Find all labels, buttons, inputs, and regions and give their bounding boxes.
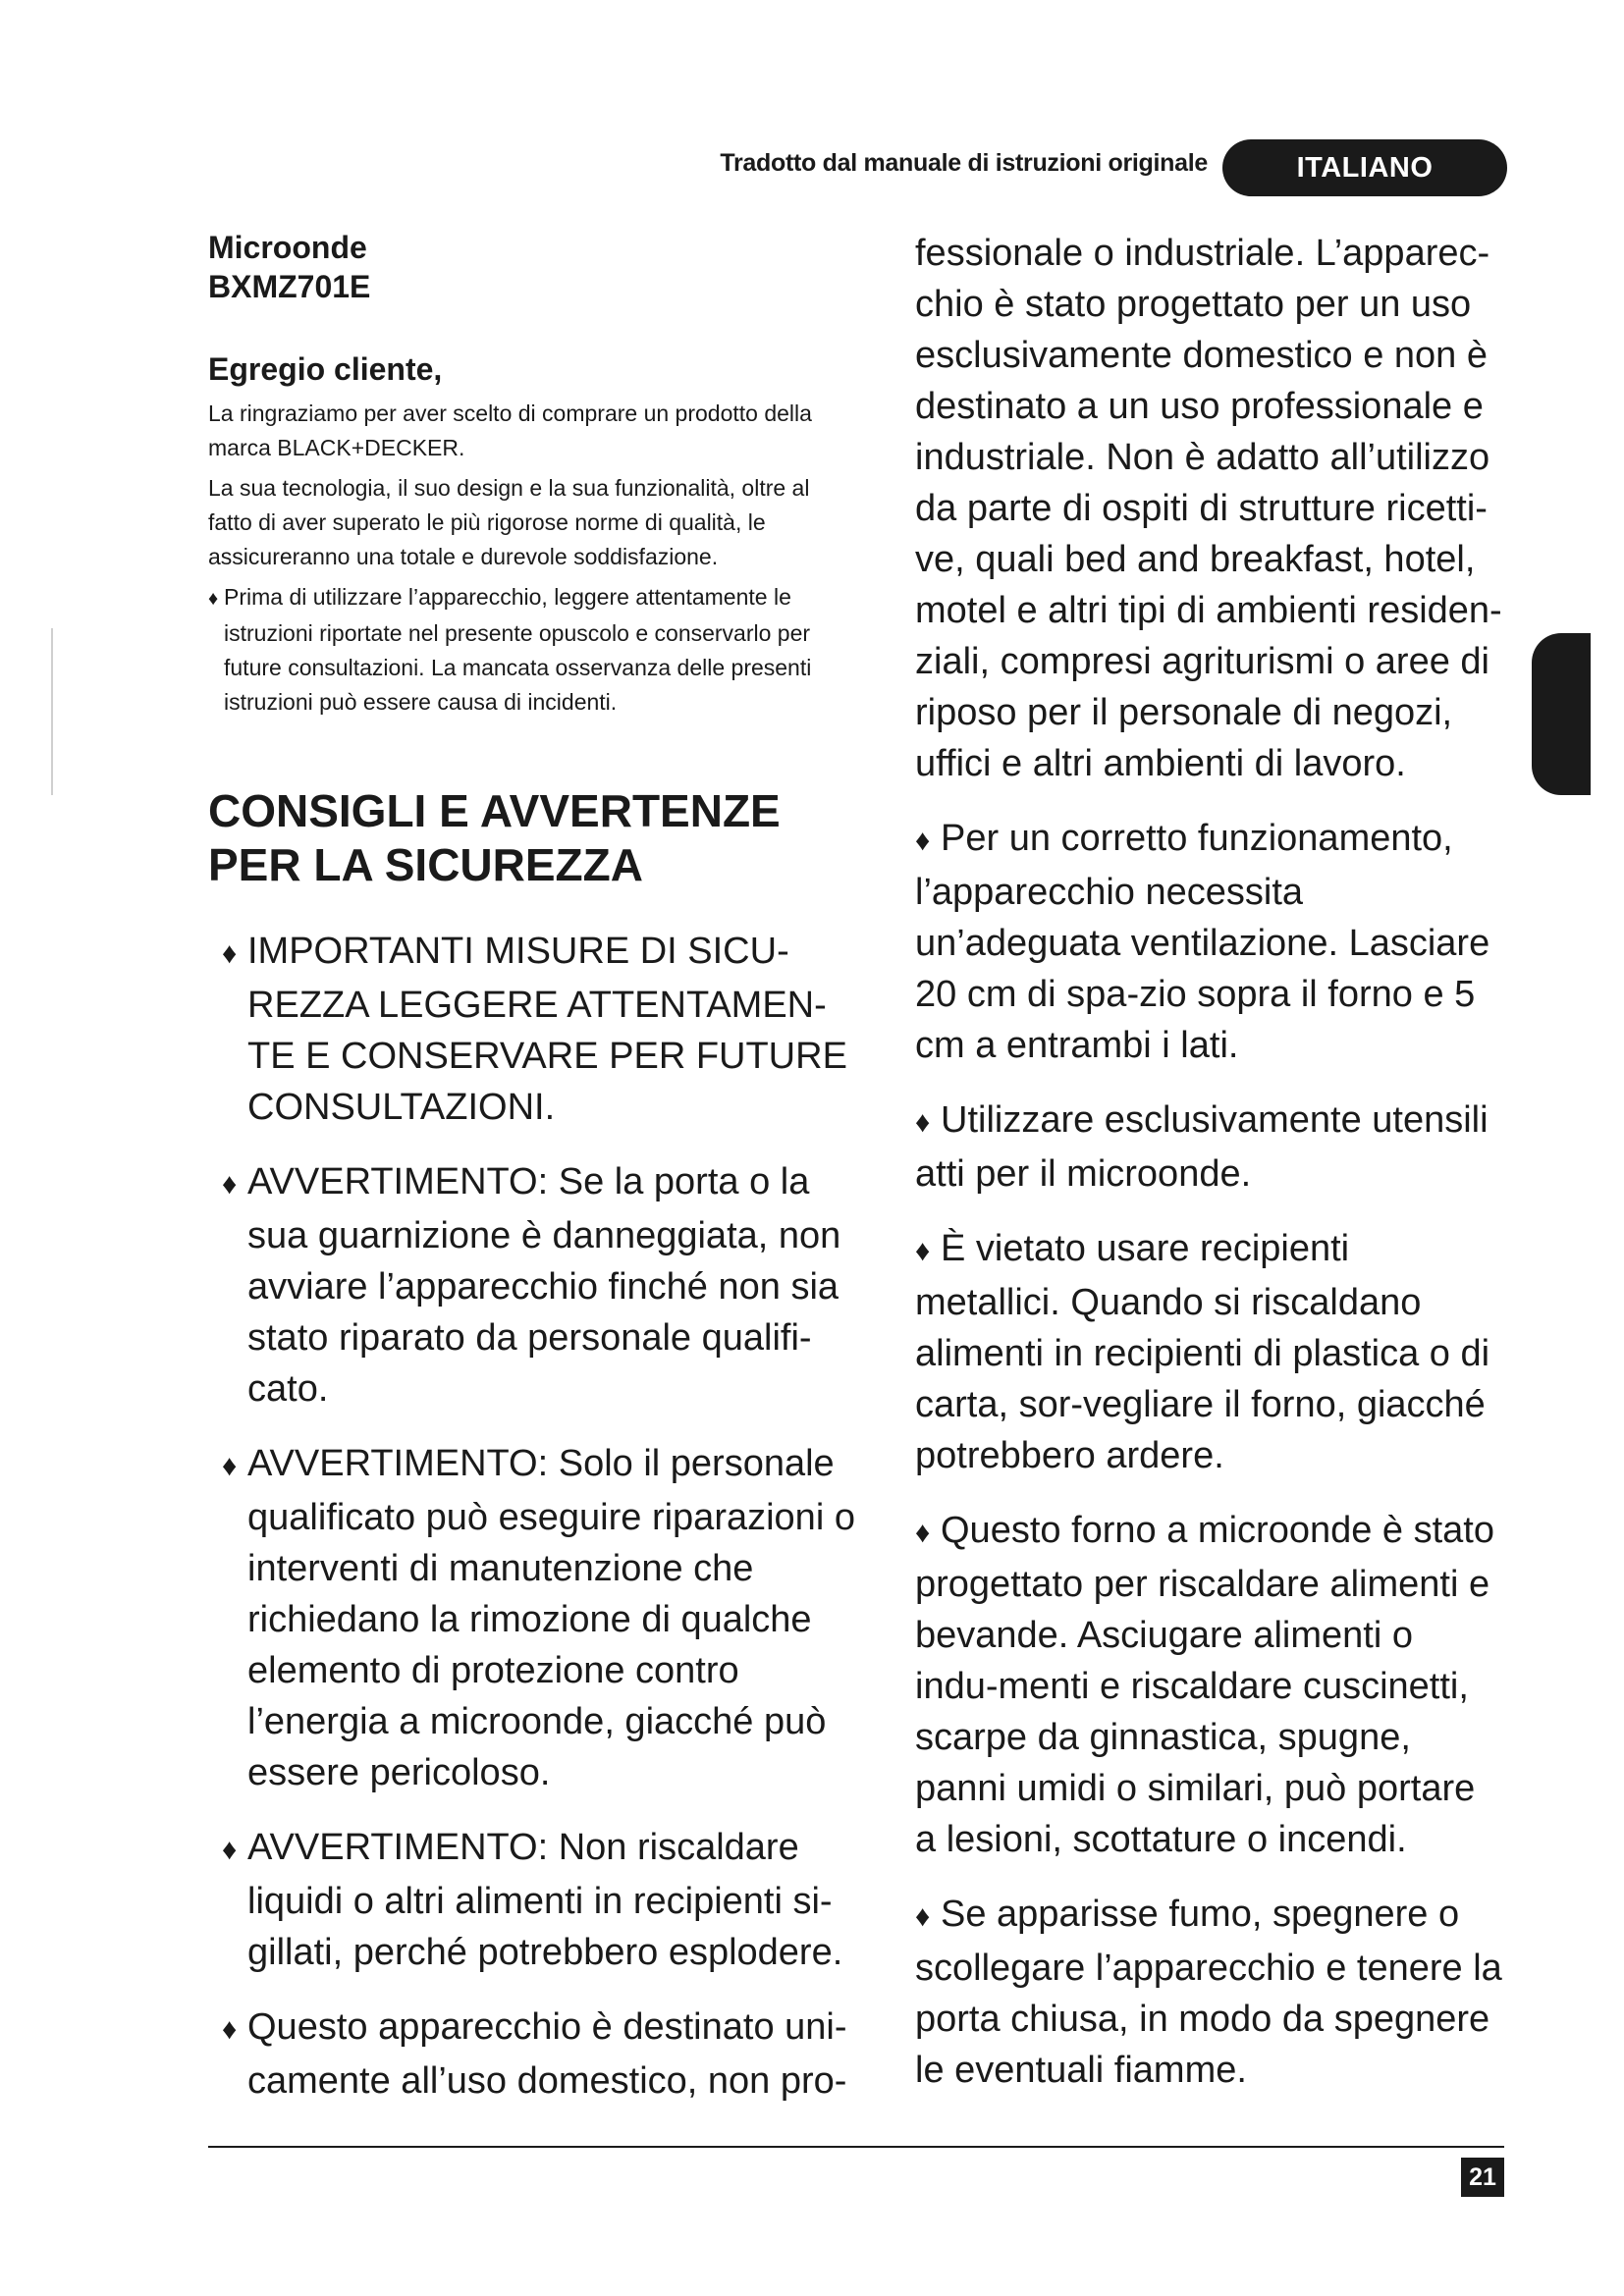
safety-item-text: AVVERTIMENTO: Solo il personale qualificato può eseguire riparazioni o interventi di manutenzione che richiedano la rimozione di qualche elemento di protezione contro l’energia a microonde, giacché può essere pericoloso. [247, 1443, 855, 1793]
greeting: Egregio cliente, [208, 351, 443, 387]
safety-item-text: Questo apparecchio è destinato uni-camente all’uso domestico, non pro- [247, 2006, 847, 2102]
product-name: Microonde [208, 230, 367, 265]
intro-bullet [208, 580, 856, 720]
bullet-diamond-icon: ♦ [222, 2013, 238, 2046]
bullet-diamond-icon: ♦ [222, 1168, 238, 1201]
page-number: 21 [1461, 2158, 1504, 2197]
safety-item [915, 1095, 1504, 1200]
bullet-diamond-icon: ♦ [222, 1834, 238, 1866]
bullet-diamond-icon: ♦ [222, 937, 238, 970]
safety-item-text: Se apparisse fumo, spegnere o scollegare l’apparecchio e tenere la porta chiusa, in modo da spegnere le eventuali fiamme. [915, 1894, 1502, 2091]
safety-item-text: Per un corretto funzionamento, l’apparecchio necessita un’adeguata ventilazione. Lasciare 20 cm di spa-zio sopra il forno e 5 cm a entrambi i lati. [915, 818, 1490, 1066]
footer-divider [208, 2146, 1504, 2148]
intro-paragraph: La sua tecnologia, il suo design e la sua funzionalità, oltre al fatto di aver superato le più rigorose norme di qualità, le assicureranno una totale e durevole soddisfazione. [208, 475, 810, 569]
section-tab-marker [1532, 633, 1591, 795]
safety-item-text: AVVERTIMENTO: Non riscaldare liquidi o altri alimenti in recipienti si-gillati, perché potrebbero esplodere. [247, 1827, 843, 1973]
safety-item [208, 2002, 856, 2107]
safety-item-text: AVVERTIMENTO: Se la porta o la sua guarnizione è danneggiata, non avviare l’apparecchio finché non sia stato riparato da personale qualifi-cato. [247, 1161, 841, 1410]
safety-item-text: IMPORTANTI MISURE DI SICU-REZZA LEGGERE ATTENTAMEN-TE E CONSERVARE PER FUTURE CONSULTAZIONI. [247, 931, 847, 1128]
safety-item [915, 813, 1504, 1071]
safety-item [915, 1223, 1504, 1481]
side-divider [51, 628, 53, 795]
bullet-diamond-icon: ♦ [915, 1106, 931, 1139]
bullet-diamond-icon: ♦ [208, 588, 219, 610]
right-column [915, 228, 1504, 2119]
safety-item [915, 1505, 1504, 1865]
safety-item-text: È vietato usare recipienti metallici. Quando si riscaldano alimenti in recipienti di plastica o di carta, sor-vegliare il forno, giacché potrebbero ardere. [915, 1228, 1490, 1476]
bullet-diamond-icon: ♦ [915, 825, 931, 857]
bullet-diamond-icon: ♦ [222, 1450, 238, 1482]
bullet-diamond-icon: ♦ [915, 1517, 931, 1549]
safety-item-continuation: fessionale o industriale. L’apparec-chio è stato progettato per un uso esclusivamente domestico e non è destinato a un uso professionale e industriale. Non è adatto all’utilizzo da parte di ospiti di strutture ricetti-ve, quali bed and breakfast, hotel, motel e altri tipi di ambienti residen-ziali, compresi agriturismi o aree di riposo per il personale di negozi, uffici e altri ambienti di lavoro. [915, 233, 1502, 784]
safety-item-text: Utilizzare esclusivamente utensili atti per il microonde. [915, 1099, 1489, 1195]
header-caption: Tradotto dal manuale di istruzioni originale [720, 149, 1208, 177]
safety-item [208, 926, 856, 1133]
safety-item [208, 1156, 856, 1415]
safety-item-text: Questo forno a microonde è stato progettato per riscaldare alimenti e bevande. Asciugare alimenti o indu-menti e riscaldare cuscinetti, scarpe da ginnastica, spugne, panni umidi o similari, può portare a lesioni, scottature o incendi. [915, 1510, 1494, 1860]
safety-item [208, 1438, 856, 1798]
intro-paragraph: La ringraziamo per aver scelto di comprare un prodotto della marca BLACK+DECKER. [208, 400, 812, 460]
intro-bullet-text: Prima di utilizzare l’apparecchio, leggere attentamente le istruzioni riportate nel presente opuscolo e conservarlo per future consultazioni. La mancata osservanza delle presenti istruzioni può essere causa di incidenti. [224, 584, 812, 715]
safety-item [915, 1889, 1504, 2096]
section-heading [208, 784, 856, 892]
safety-item [208, 1822, 856, 1978]
left-column [208, 228, 856, 2130]
section-heading-line: PER LA SICUREZZA [208, 839, 643, 890]
language-badge: ITALIANO [1222, 139, 1507, 196]
model-code: BXMZ701E [208, 269, 371, 304]
section-heading-line: CONSIGLI E AVVERTENZE [208, 785, 781, 836]
bullet-diamond-icon: ♦ [915, 1235, 931, 1267]
bullet-diamond-icon: ♦ [915, 1900, 931, 1933]
